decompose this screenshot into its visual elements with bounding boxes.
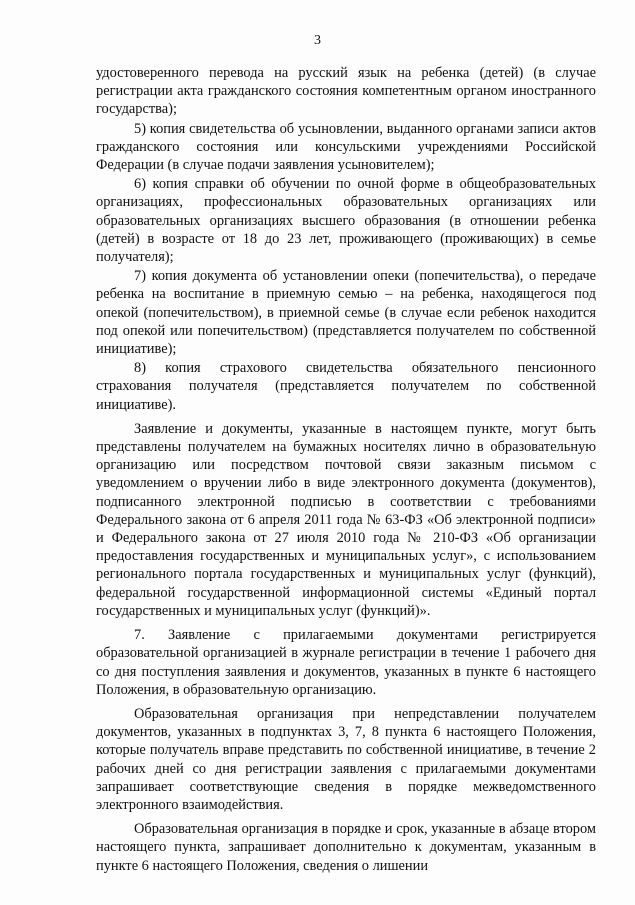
paragraph-item-7: 7) копия документа об установлении опеки (попечительства), о передаче ребенка на воспитание в приемную семью – на ребенка, находящегося под опекой (попечительством), в приемной семье (в случае если ребенок находится под опекой или попечительством) (представляется получателем по собственной инициативе);: [96, 268, 596, 358]
paragraph-continuation: удостоверенного перевода на русский язык на ребенка (детей) (в случае регистрации акта гражданского состояния компетентным органом иностранного государства);: [96, 65, 596, 118]
paragraph-item-6: 6) копия справки об обучении по очной форме в общеобразовательных организациях, профессиональных образовательных организациях или образовательных организациях высшего образования (в отношении ребенка (детей) в возрасте от 18 до 23 лет, проживающего (проживающих) в семье получателя);: [96, 176, 596, 266]
document-body: [96, 64, 596, 875]
paragraph-item-8: 8) копия страхового свидетельства обязательного пенсионного страхования получателя (представляется получателем по собственной инициативе).: [96, 360, 596, 413]
paragraph-additional-request: Образовательная организация в порядке и срок, указанные в абзаце втором настоящего пункта, запрашивает дополнительно к документам, указанным в пункте 6 настоящего Положения, сведения о лишении: [96, 821, 596, 874]
page-number: 3: [314, 33, 321, 48]
paragraph-section-7: 7. Заявление с прилагаемыми документами регистрируется образовательной организацией в журнале регистрации в течение 1 рабочего дня со дня поступления заявления и документов, указанных в пункте 6 настоящего Положения, в образовательную организацию.: [96, 627, 596, 698]
paragraph-submission: Заявление и документы, указанные в настоящем пункте, могут быть представлены получателем на бумажных носителях лично в образовательную организацию или посредством почтовой связи заказным письмом с уведомлением о вручении либо в виде электронного документа (документов), подписанного электронной подписью в соответствии с требованиями Федерального закона от 6 апреля 2011 года № 63-ФЗ «Об электронной подписи» и Федерального закона от 27 июля 2010 года № 210-ФЗ «Об организации предоставления государственных и муниципальных услуг», с использованием регионального портала государственных и муниципальных услуг (функций), федеральной государственной информационной системы «Единый портал государственных и муниципальных услуг (функций)».: [96, 420, 596, 619]
paragraph-item-5: 5) копия свидетельства об усыновлении, выданного органами записи актов гражданского состояния или консульскими учреждениями Российской Федерации (в случае подачи заявления усыновителем);: [96, 120, 596, 174]
paragraph-interagency-request: Образовательная организация при непредставлении получателем документов, указанных в подпунктах 3, 7, 8 пункта 6 настоящего Положения, которые получатель вправе представить по собственной инициативе, в течение 2 рабочих дней со дня регистрации заявления с прилагаемыми документами запрашивает соответствующие сведения в порядке межведомственного электронного взаимодействия.: [96, 705, 596, 813]
